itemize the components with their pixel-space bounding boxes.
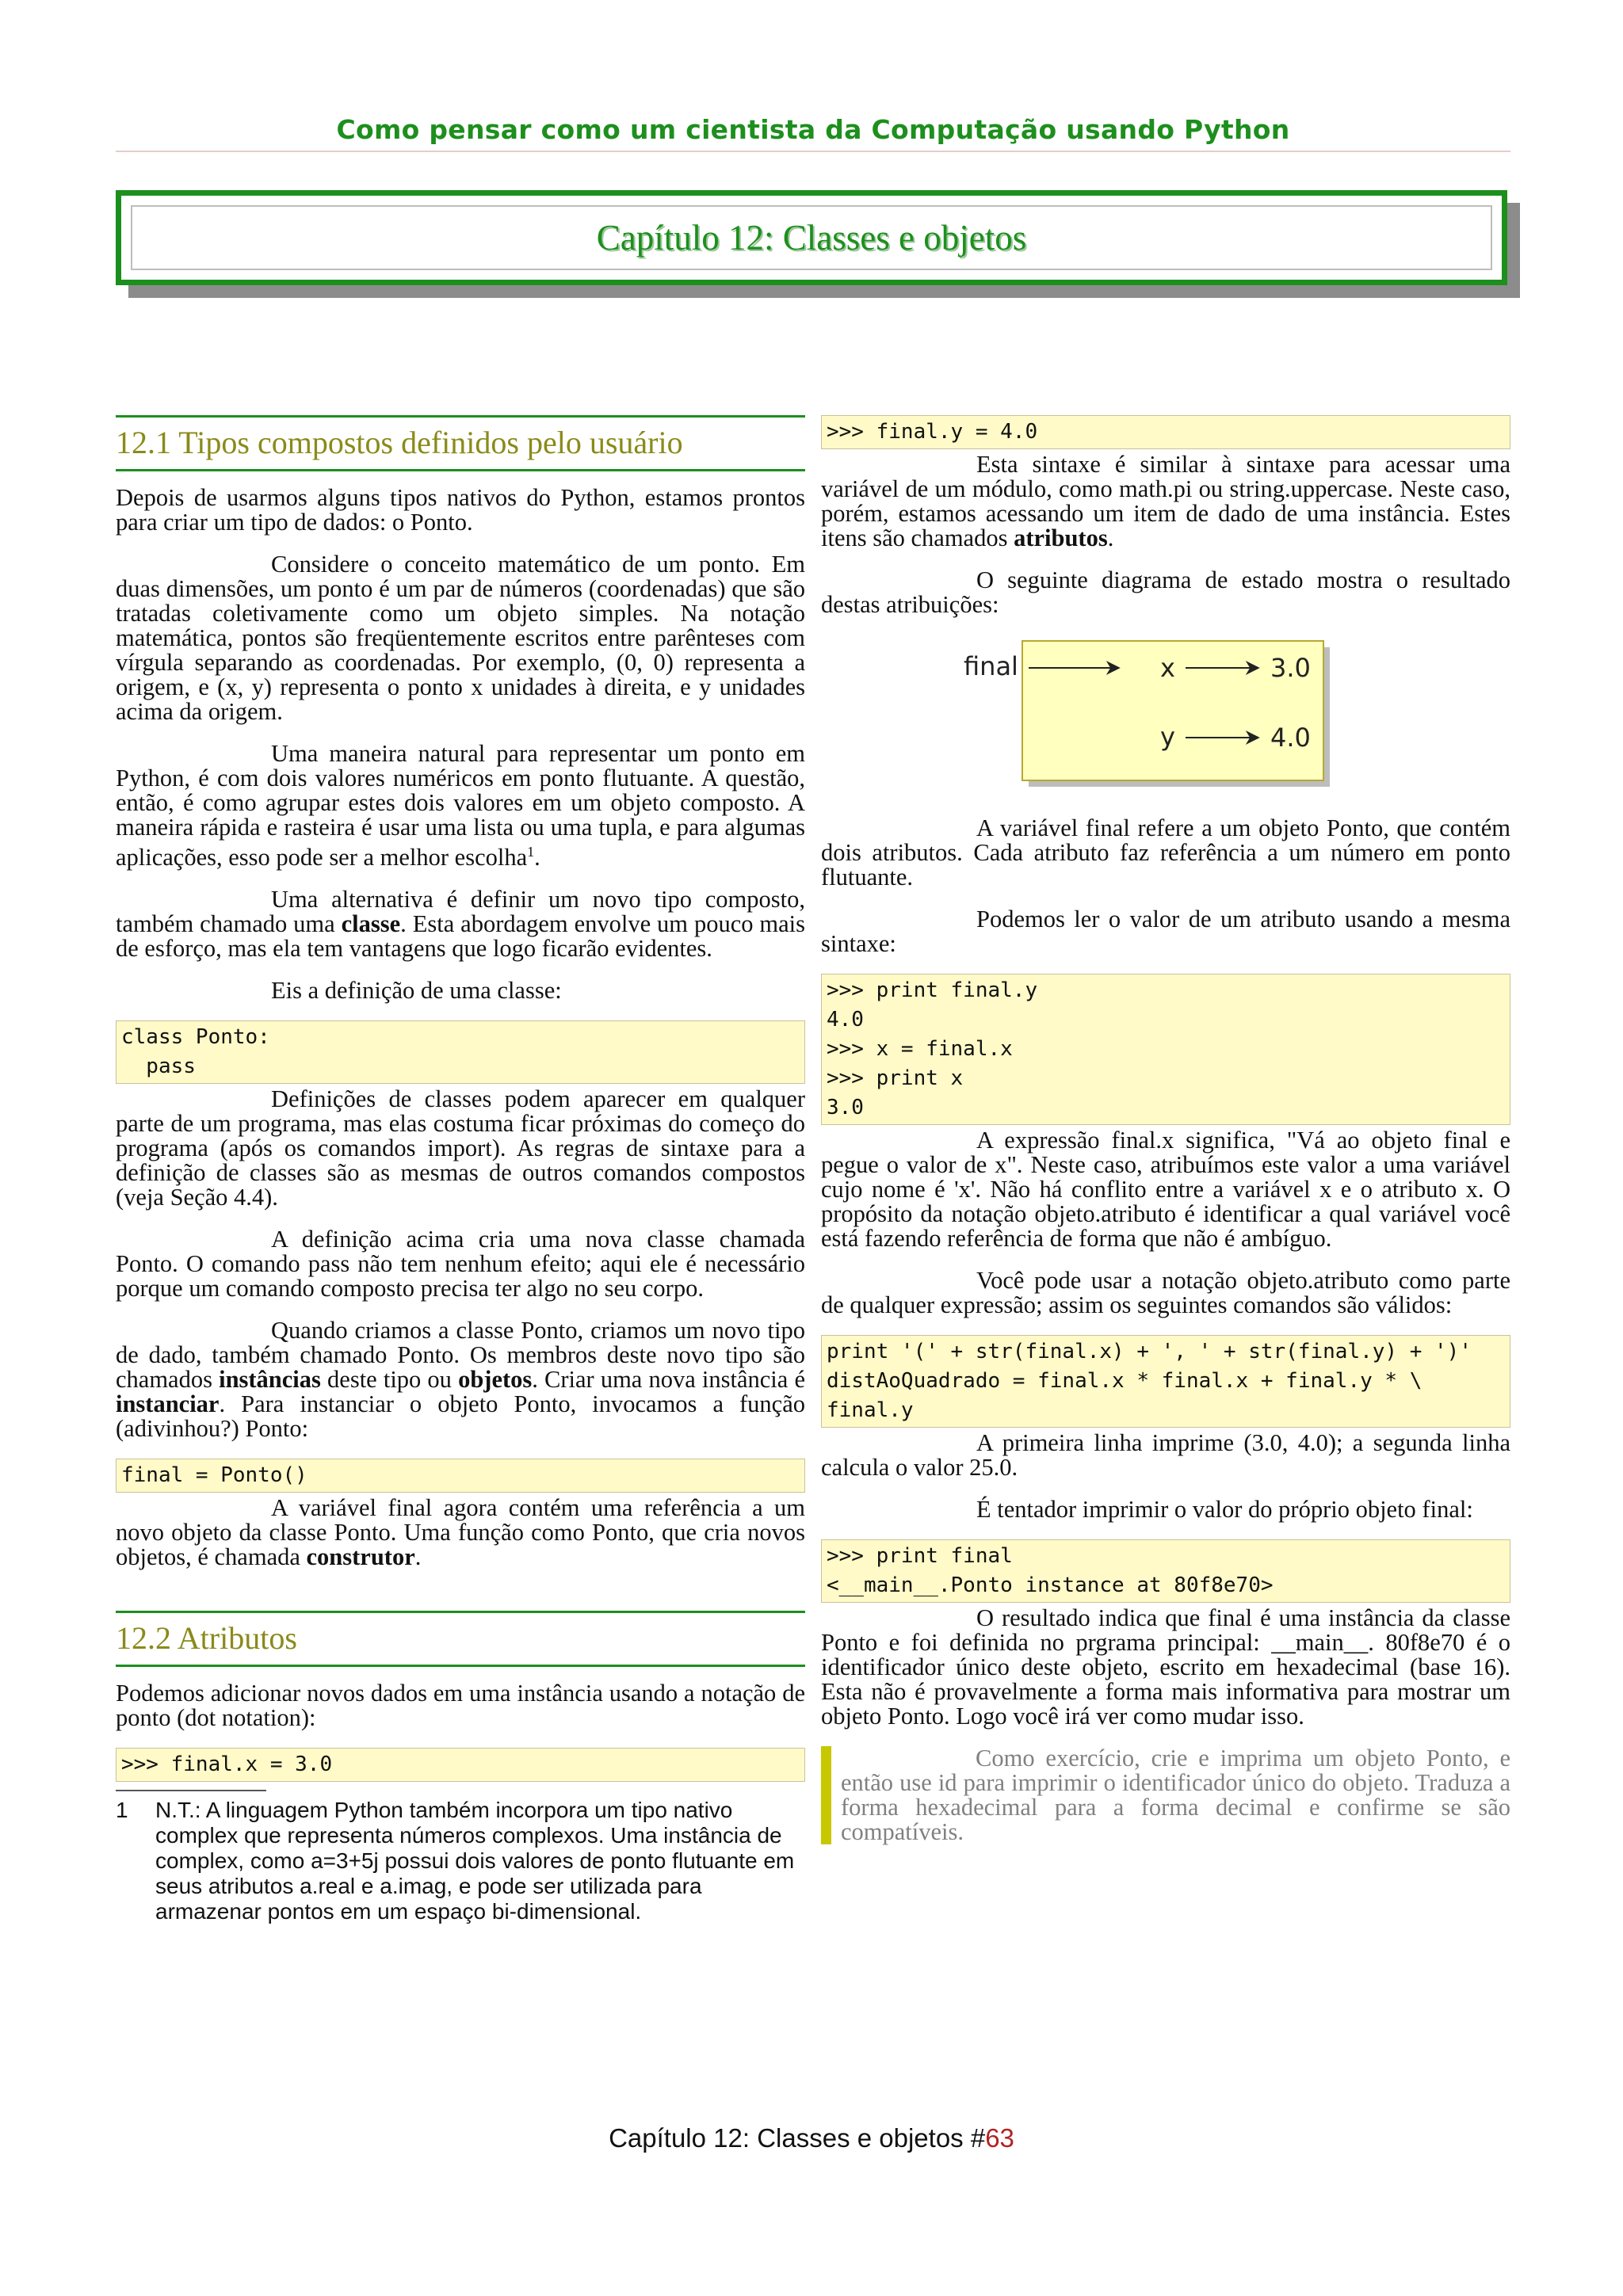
footnote-text: N.T.: A linguagem Python também incorpora um tipo nativo complex que representa números complexos. Uma instância de complex, como a=3+5j possui dois valores de ponto flutuante em seus atributos a.real e a.imag, e pode ser utilizada para armazenar pontos em um espaço bi-dimensional. (155, 1798, 795, 1924)
code-block-instantiate: final = Ponto() (116, 1459, 805, 1493)
term-objetos: objetos (458, 1366, 533, 1394)
page-footer (0, 2123, 1623, 2153)
code-block-print-object: >>> print final <__main__.Ponto instance at 80f8e70> (821, 1539, 1510, 1603)
code-block-assign-x: >>> final.x = 3.0 (116, 1748, 805, 1782)
paragraph: O resultado indica que final é uma instância da classe Ponto e foi definida no prgrama principal: __main__. 80f8e70 é o identificador único deste objeto, escrito em hexadecimal (base 16). Esta não é provavelmente a forma mais informativa para mostrar um objeto Ponto. Logo você irá ver como mudar isso. (821, 1604, 1510, 1730)
paragraph: Podemos ler o valor de um atributo usando a mesma sintaxe: (821, 906, 1510, 957)
footer-label: Capítulo 12: Classes e objetos # (609, 2123, 986, 2153)
paragraph: O seguinte diagrama de estado mostra o resultado destas atribuições: (821, 566, 1510, 618)
code-block-expressions: print '(' + str(final.x) + ', ' + str(final.y) + ')' distAoQuadrado = final.x * final.x + final.y * \ final.y (821, 1335, 1510, 1428)
paragraph: Eis a definição de uma classe: (271, 977, 562, 1005)
chapter-title-box (116, 190, 1507, 285)
term-atributos: atributos (1014, 524, 1108, 551)
term-classe: classe (341, 910, 401, 938)
paragraph-text: Uma maneira natural para representar um ponto em Python, é com dois valores numéricos em ponto flutuante. A questão, então, é como agrupar estes dois valores em um objeto composto. A maneira rápida e rasteira é usar uma lista ou uma tupla, e para algumas aplicações, esso pode ser a melhor escolha (116, 740, 805, 871)
section-heading-12-1: 12.1 Tipos compostos definidos pelo usuário (116, 415, 805, 471)
paragraph: Podemos adicionar novos dados em uma instância usando a notação de ponto (dot notation): (116, 1680, 805, 1732)
paragraph: Uma maneira natural para representar um ponto em Python, é com dois valores numéricos em ponto flutuante. A questão, então, é como agrupar estes dois valores em um objeto composto. A maneira rápida e rasteira é usar uma lista ou uma tupla, e para algumas aplicações, esso pode ser a melhor escolha$^1$. (116, 740, 805, 871)
paragraph: Considere o conceito matemático de um ponto. Em duas dimensões, um ponto é um par de números (coordenadas) que são tratadas coletivamente como um objeto simples. Na notação matemática, pontos são freqüentemente escritos entre parênteses com vírgula separando as coordenadas. Por exemplo, (0, 0) representa a origem, e (x, y) representa o ponto x unidades à direita, e y unidades acima da origem. (116, 551, 805, 725)
paragraph-text: . Para instanciar o objeto Ponto, invocamos a função (adivinhou?) Ponto: (116, 1390, 805, 1443)
paragraph: É tentador imprimir o valor do próprio objeto final: (976, 1496, 1473, 1523)
paragraph: A expressão final.x significa, "Vá ao objeto final e pegue o valor de x". Neste caso, atribuímos este valor a uma variável cujo nome é 'x'. Não há conflito entre a variável x e o atributo x. O propósito da notação objeto.atributo é identificar a qual variável você está fazendo referência de forma que não é ambíguo. (821, 1127, 1510, 1252)
right-column (821, 415, 1510, 1844)
footnote (116, 1798, 805, 1924)
chapter-title-inner (131, 205, 1492, 270)
footnote-rule (116, 1790, 266, 1791)
attr-x-value: 3.0 (1270, 653, 1311, 683)
term-construtor: construtor (306, 1543, 415, 1571)
exercise-box: Como exercício, crie e imprima um objeto Ponto, e então use id para imprimir o identificador único do objeto. Traduza a forma hexadecimal para a forma decimal e confirme se são compatíveis. (821, 1746, 1510, 1844)
paragraph-text: . (414, 1543, 422, 1571)
paragraph (116, 1318, 805, 1441)
paragraph: Definições de classes podem aparecer em qualquer parte de um programa, mas elas costuma ficar próximas do começo do programa (após os comandos import). As regras de sintaxe para a definição de classes são as mesmas de outros comandos compostos (veja Seção 4.4). (116, 1085, 805, 1211)
page-number: 63 (985, 2123, 1014, 2153)
paragraph: A primeira linha imprime (3.0, 4.0); a segunda linha calcula o valor 25.0. (821, 1429, 1510, 1481)
paragraph (821, 452, 1510, 551)
attr-x-label: x (1160, 653, 1175, 683)
header-rule (116, 151, 1510, 152)
paragraph-text: Esta sintaxe é similar à sintaxe para acessar uma variável de um módulo, como math.pi ou string.uppercase. Neste caso, porém, estamos acessando um item de dado de uma instância. Estes itens são chamados (821, 451, 1510, 551)
footnote-ref: 1 (527, 844, 535, 860)
footnote-number: 1 (116, 1798, 128, 1823)
term-instanciar: instanciar (116, 1390, 220, 1418)
paragraph-text: . (1107, 524, 1114, 551)
paragraph-text: deste tipo ou (320, 1366, 459, 1394)
paragraph-text: . Esta abordagem envolve um pouco mais de esforço, mas ela tem vantagens que logo ficarão evidentes. (116, 910, 806, 963)
attr-y-label: y (1160, 722, 1175, 752)
paragraph: Você pode usar a notação objeto.atributo como parte de qualquer expressão; assim os seguintes comandos são válidos: (821, 1267, 1510, 1318)
chapter-title: Capítulo 12: Classes e objetos (596, 218, 1027, 257)
paragraph-text: Quando criamos a classe Ponto, criamos um novo tipo de dado, também chamado Ponto. Os membros deste novo tipo são chamados (116, 1317, 805, 1394)
paragraph: A variável final refere a um objeto Ponto, que contém dois atributos. Cada atributo faz referência a um número em ponto flutuante. (821, 814, 1510, 891)
diagram-var-label: final (964, 651, 1018, 681)
section-heading-12-2: 12.2 Atributos (116, 1611, 805, 1667)
left-column (116, 415, 805, 1924)
attr-y-value: 4.0 (1270, 723, 1311, 753)
paragraph: A definição acima cria uma nova classe chamada Ponto. O comando pass não tem nenhum efeito; aqui ele é necessário porque um comando composto precisa ter algo no seu corpo. (116, 1226, 805, 1302)
code-block-print-attrs: >>> print final.y 4.0 >>> x = final.x >>> print x 3.0 (821, 974, 1510, 1125)
state-diagram-svg (821, 635, 1510, 805)
paragraph: Depois de usarmos alguns tipos nativos do Python, estamos prontos para criar um tipo de dados: o Ponto. (116, 484, 805, 536)
state-diagram (821, 635, 1510, 805)
paragraph-text: A variável final agora contém uma referência a um novo objeto da classe Ponto. Uma função como Ponto, que cria novos objetos, é chamada (116, 1494, 805, 1571)
term-instancias: instâncias (219, 1366, 321, 1394)
code-block-class-def: class Ponto: pass (116, 1020, 805, 1084)
code-block-assign-y: >>> final.y = 4.0 (821, 415, 1510, 449)
paragraph-text: Uma alternativa é definir um novo tipo composto, também chamado uma (116, 886, 805, 938)
running-header: Como pensar como um cientista da Computação usando Python (336, 114, 1290, 145)
paragraph-text: . Criar uma nova instância é (532, 1366, 805, 1394)
paragraph (116, 1496, 805, 1569)
paragraph (116, 887, 805, 961)
